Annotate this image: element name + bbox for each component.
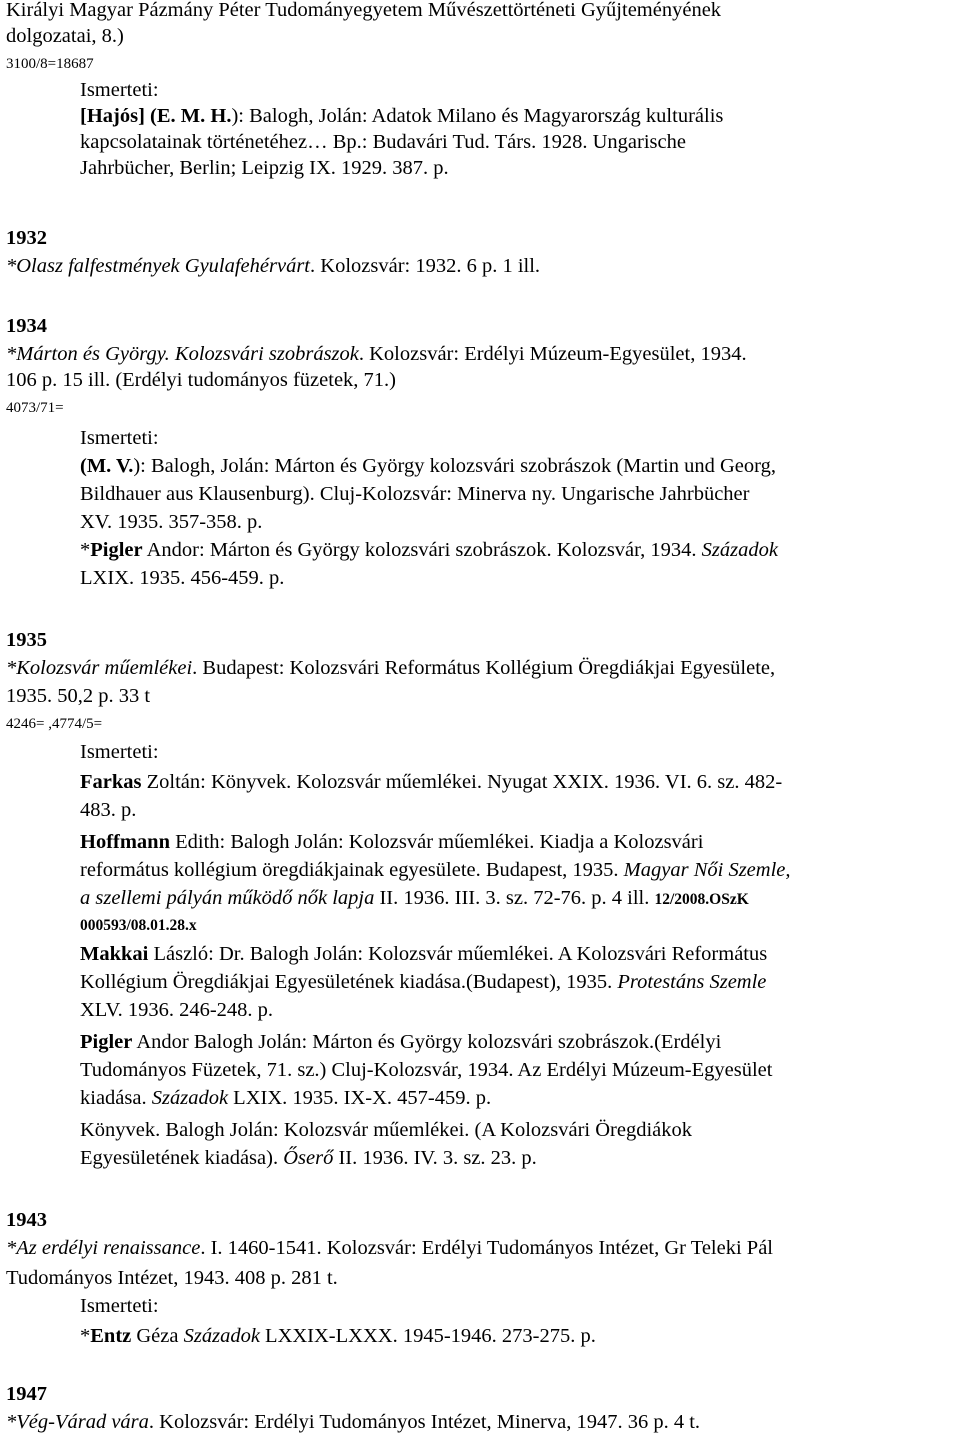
year-text: 1935 bbox=[6, 629, 47, 651]
review-marker: * bbox=[80, 539, 91, 561]
review-marker: * bbox=[80, 1325, 91, 1347]
review-entry bbox=[80, 536, 778, 564]
review-entry-line-2 bbox=[80, 796, 136, 824]
review-text: ): Balogh, Jolán: Adatok Milano és Magyarország kulturális bbox=[231, 105, 724, 127]
review-author: Hoffmann bbox=[80, 831, 170, 853]
year-heading-1932 bbox=[6, 224, 47, 252]
work-details: 1935. 50,2 p. 33 t bbox=[6, 685, 151, 707]
intro-line-1 bbox=[6, 0, 721, 24]
work-entry-1932 bbox=[6, 252, 540, 280]
review-text: Géza bbox=[131, 1325, 184, 1347]
code-text: 3100/8=18687 bbox=[6, 56, 94, 72]
review-author: Farkas bbox=[80, 771, 142, 793]
review-label-text: Ismerteti: bbox=[80, 1295, 159, 1317]
review-entry-line-2 bbox=[80, 1144, 537, 1172]
review-text: Zoltán: Könyvek. Kolozsvár műemlékei. Nyugat XXIX. 1936. VI. 6. sz. 482- bbox=[141, 771, 783, 793]
review-label-text: Ismerteti: bbox=[80, 79, 159, 101]
review-label bbox=[80, 1292, 159, 1320]
catalog-code bbox=[6, 50, 94, 78]
review-text: Andor Balogh Jolán: Márton és György kolozsvári szobrászok.(Erdélyi bbox=[132, 1031, 722, 1053]
journal-title: Őserő bbox=[283, 1147, 334, 1169]
work-details: . Kolozsvár: Erdélyi Tudományos Intézet, Minerva, 1947. 36 p. 4 t. bbox=[148, 1411, 701, 1433]
year-text: 1932 bbox=[6, 227, 47, 249]
review-entry bbox=[80, 828, 703, 856]
review-entry-line-3 bbox=[80, 154, 449, 182]
library-code: 000593/08.01.28.x bbox=[80, 917, 197, 934]
review-label bbox=[80, 738, 159, 766]
review-entry-line-2 bbox=[80, 128, 686, 156]
work-details: . Kolozsvár: 1932. 6 p. 1 ill. bbox=[310, 255, 541, 277]
review-entry-line-2 bbox=[80, 968, 766, 996]
review-entry bbox=[80, 102, 723, 130]
review-text: Kollégium Öregdiákjai Egyesületének kiadása.(Budapest), 1935. bbox=[80, 971, 618, 993]
review-text: XLV. 1936. 246-248. p. bbox=[80, 999, 274, 1021]
work-details: 106 p. 15 ill. (Erdélyi tudományos füzetek, 71.) bbox=[6, 369, 396, 391]
review-text: Edith: Balogh Jolán: Kolozsvár műemlékei. Kiadja a Kolozsvári bbox=[169, 831, 704, 853]
review-entry-line-3 bbox=[80, 508, 262, 536]
review-text: II. 1936. III. 3. sz. 72-76. p. 4 ill. bbox=[374, 887, 655, 909]
review-label bbox=[80, 76, 159, 104]
work-title: *Kolozsvár műemlékei bbox=[6, 657, 193, 679]
review-text: László: Dr. Balogh Jolán: Kolozsvár műemlékei. A Kolozsvári Református bbox=[148, 943, 768, 965]
year-heading-1947 bbox=[6, 1380, 47, 1408]
review-text: Jahrbücher, Berlin; Leipzig IX. 1929. 387. p. bbox=[80, 157, 449, 179]
review-text: ): Balogh, Jolán: Márton és György kolozsvári szobrászok (Martin und Georg, bbox=[133, 455, 776, 477]
journal-title: a szellemi pályán működő nők lapja bbox=[80, 887, 375, 909]
library-code-line bbox=[80, 912, 197, 940]
review-author: (M. V. bbox=[80, 455, 134, 477]
review-entry-line-3 bbox=[80, 884, 749, 914]
catalog-code bbox=[6, 710, 102, 738]
catalog-code bbox=[6, 394, 64, 422]
work-entry-1934 bbox=[6, 340, 747, 368]
library-code: 12/2008.OSzK bbox=[654, 891, 749, 908]
work-title: *Az erdélyi renaissance bbox=[6, 1237, 201, 1259]
review-text: LXXIX-LXXX. 1945-1946. 273-275. p. bbox=[259, 1325, 596, 1347]
review-entry bbox=[80, 452, 776, 480]
review-entry-line-3 bbox=[80, 996, 273, 1024]
year-heading-1935 bbox=[6, 626, 47, 654]
review-entry bbox=[80, 1116, 692, 1144]
review-text: LXIX. 1935. 456-459. p. bbox=[80, 567, 285, 589]
review-author: Makkai bbox=[80, 943, 149, 965]
review-label-text: Ismerteti: bbox=[80, 427, 159, 449]
work-entry-1943 bbox=[6, 1234, 773, 1262]
journal-title: Protestáns Szemle bbox=[617, 971, 767, 993]
journal-title: Századok bbox=[151, 1087, 229, 1109]
review-label bbox=[80, 424, 159, 452]
journal-title: Magyar Női Szemle, bbox=[623, 859, 791, 881]
work-entry-1935-line-2 bbox=[6, 682, 150, 710]
intro-line-2 bbox=[6, 22, 124, 50]
year-heading-1934 bbox=[6, 312, 47, 340]
review-entry-line-2 bbox=[80, 480, 749, 508]
review-entry-line-3 bbox=[80, 1084, 491, 1112]
code-text: 4073/71= bbox=[6, 400, 64, 416]
work-entry-1934-line-2 bbox=[6, 366, 396, 394]
review-entry bbox=[80, 1322, 596, 1350]
review-text: Andor: Márton és György kolozsvári szobrászok. Kolozsvár, 1934. bbox=[142, 539, 702, 561]
review-text: XV. 1935. 357-358. p. bbox=[80, 511, 263, 533]
year-heading-1943 bbox=[6, 1206, 47, 1234]
review-author: Entz bbox=[90, 1325, 132, 1347]
intro-text: dolgozatai, 8.) bbox=[6, 25, 124, 47]
code-text: 4246= ,4774/5= bbox=[6, 716, 103, 732]
year-text: 1934 bbox=[6, 315, 47, 337]
review-author: [Hajós] bbox=[80, 105, 145, 127]
work-title: *Márton és György. Kolozsvári szobrászok bbox=[6, 343, 359, 365]
review-author: Pigler bbox=[90, 539, 143, 561]
review-text: LXIX. 1935. IX-X. 457-459. p. bbox=[228, 1087, 492, 1109]
review-entry bbox=[80, 768, 782, 796]
review-text: kapcsolatainak történetéhez… Bp.: Budavári Tud. Társ. 1928. Ungarische bbox=[80, 131, 686, 153]
year-text: 1943 bbox=[6, 1209, 47, 1231]
review-text: II. 1936. IV. 3. sz. 23. p. bbox=[333, 1147, 537, 1169]
work-details: . Kolozsvár: Erdélyi Múzeum-Egyesület, 1934. bbox=[358, 343, 747, 365]
work-details: . Budapest: Kolozsvári Református Kollégium Öregdiákjai Egyesülete, bbox=[192, 657, 776, 679]
review-entry bbox=[80, 940, 767, 968]
work-details: Tudományos Intézet, 1943. 408 p. 281 t. bbox=[6, 1267, 338, 1289]
work-entry-1943-line-2 bbox=[6, 1264, 338, 1292]
year-text: 1947 bbox=[6, 1383, 47, 1405]
review-text: Egyesületének kiadása). bbox=[80, 1147, 284, 1169]
review-label-text: Ismerteti: bbox=[80, 741, 159, 763]
journal-title: Századok bbox=[701, 539, 778, 561]
review-text: kiadása. bbox=[80, 1087, 152, 1109]
review-text: 483. p. bbox=[80, 799, 137, 821]
work-title: *Vég-Várad vára bbox=[6, 1411, 149, 1433]
review-entry-line-2 bbox=[80, 1056, 772, 1084]
intro-text: Királyi Magyar Pázmány Péter Tudományegyetem Művészettörténeti Gyűjteményének bbox=[6, 0, 722, 21]
review-entry bbox=[80, 1028, 721, 1056]
review-text: Tudományos Füzetek, 71. sz.) Cluj-Kolozsvár, 1934. Az Erdélyi Múzeum-Egyesület bbox=[80, 1059, 773, 1081]
work-title: *Olasz falfestmények Gyulafehérvárt bbox=[6, 255, 311, 277]
review-initials: (E. M. H. bbox=[150, 105, 232, 127]
review-entry-line-2 bbox=[80, 564, 284, 592]
review-text: református kollégium öregdiákjainak egyesülete. Budapest, 1935. bbox=[80, 859, 624, 881]
review-text: Könyvek. Balogh Jolán: Kolozsvár műemlékei. (A Kolozsvári Öregdiákok bbox=[80, 1119, 693, 1141]
review-entry-line-2 bbox=[80, 856, 791, 884]
work-entry-1947 bbox=[6, 1408, 700, 1436]
review-author: Pigler bbox=[80, 1031, 133, 1053]
work-entry-1935 bbox=[6, 654, 775, 682]
journal-title: Századok bbox=[183, 1325, 260, 1347]
review-text: Bildhauer aus Klausenburg). Cluj-Kolozsvár: Minerva ny. Ungarische Jahrbücher bbox=[80, 483, 750, 505]
work-details: . I. 1460-1541. Kolozsvár: Erdélyi Tudományos Intézet, Gr Teleki Pál bbox=[200, 1237, 773, 1259]
